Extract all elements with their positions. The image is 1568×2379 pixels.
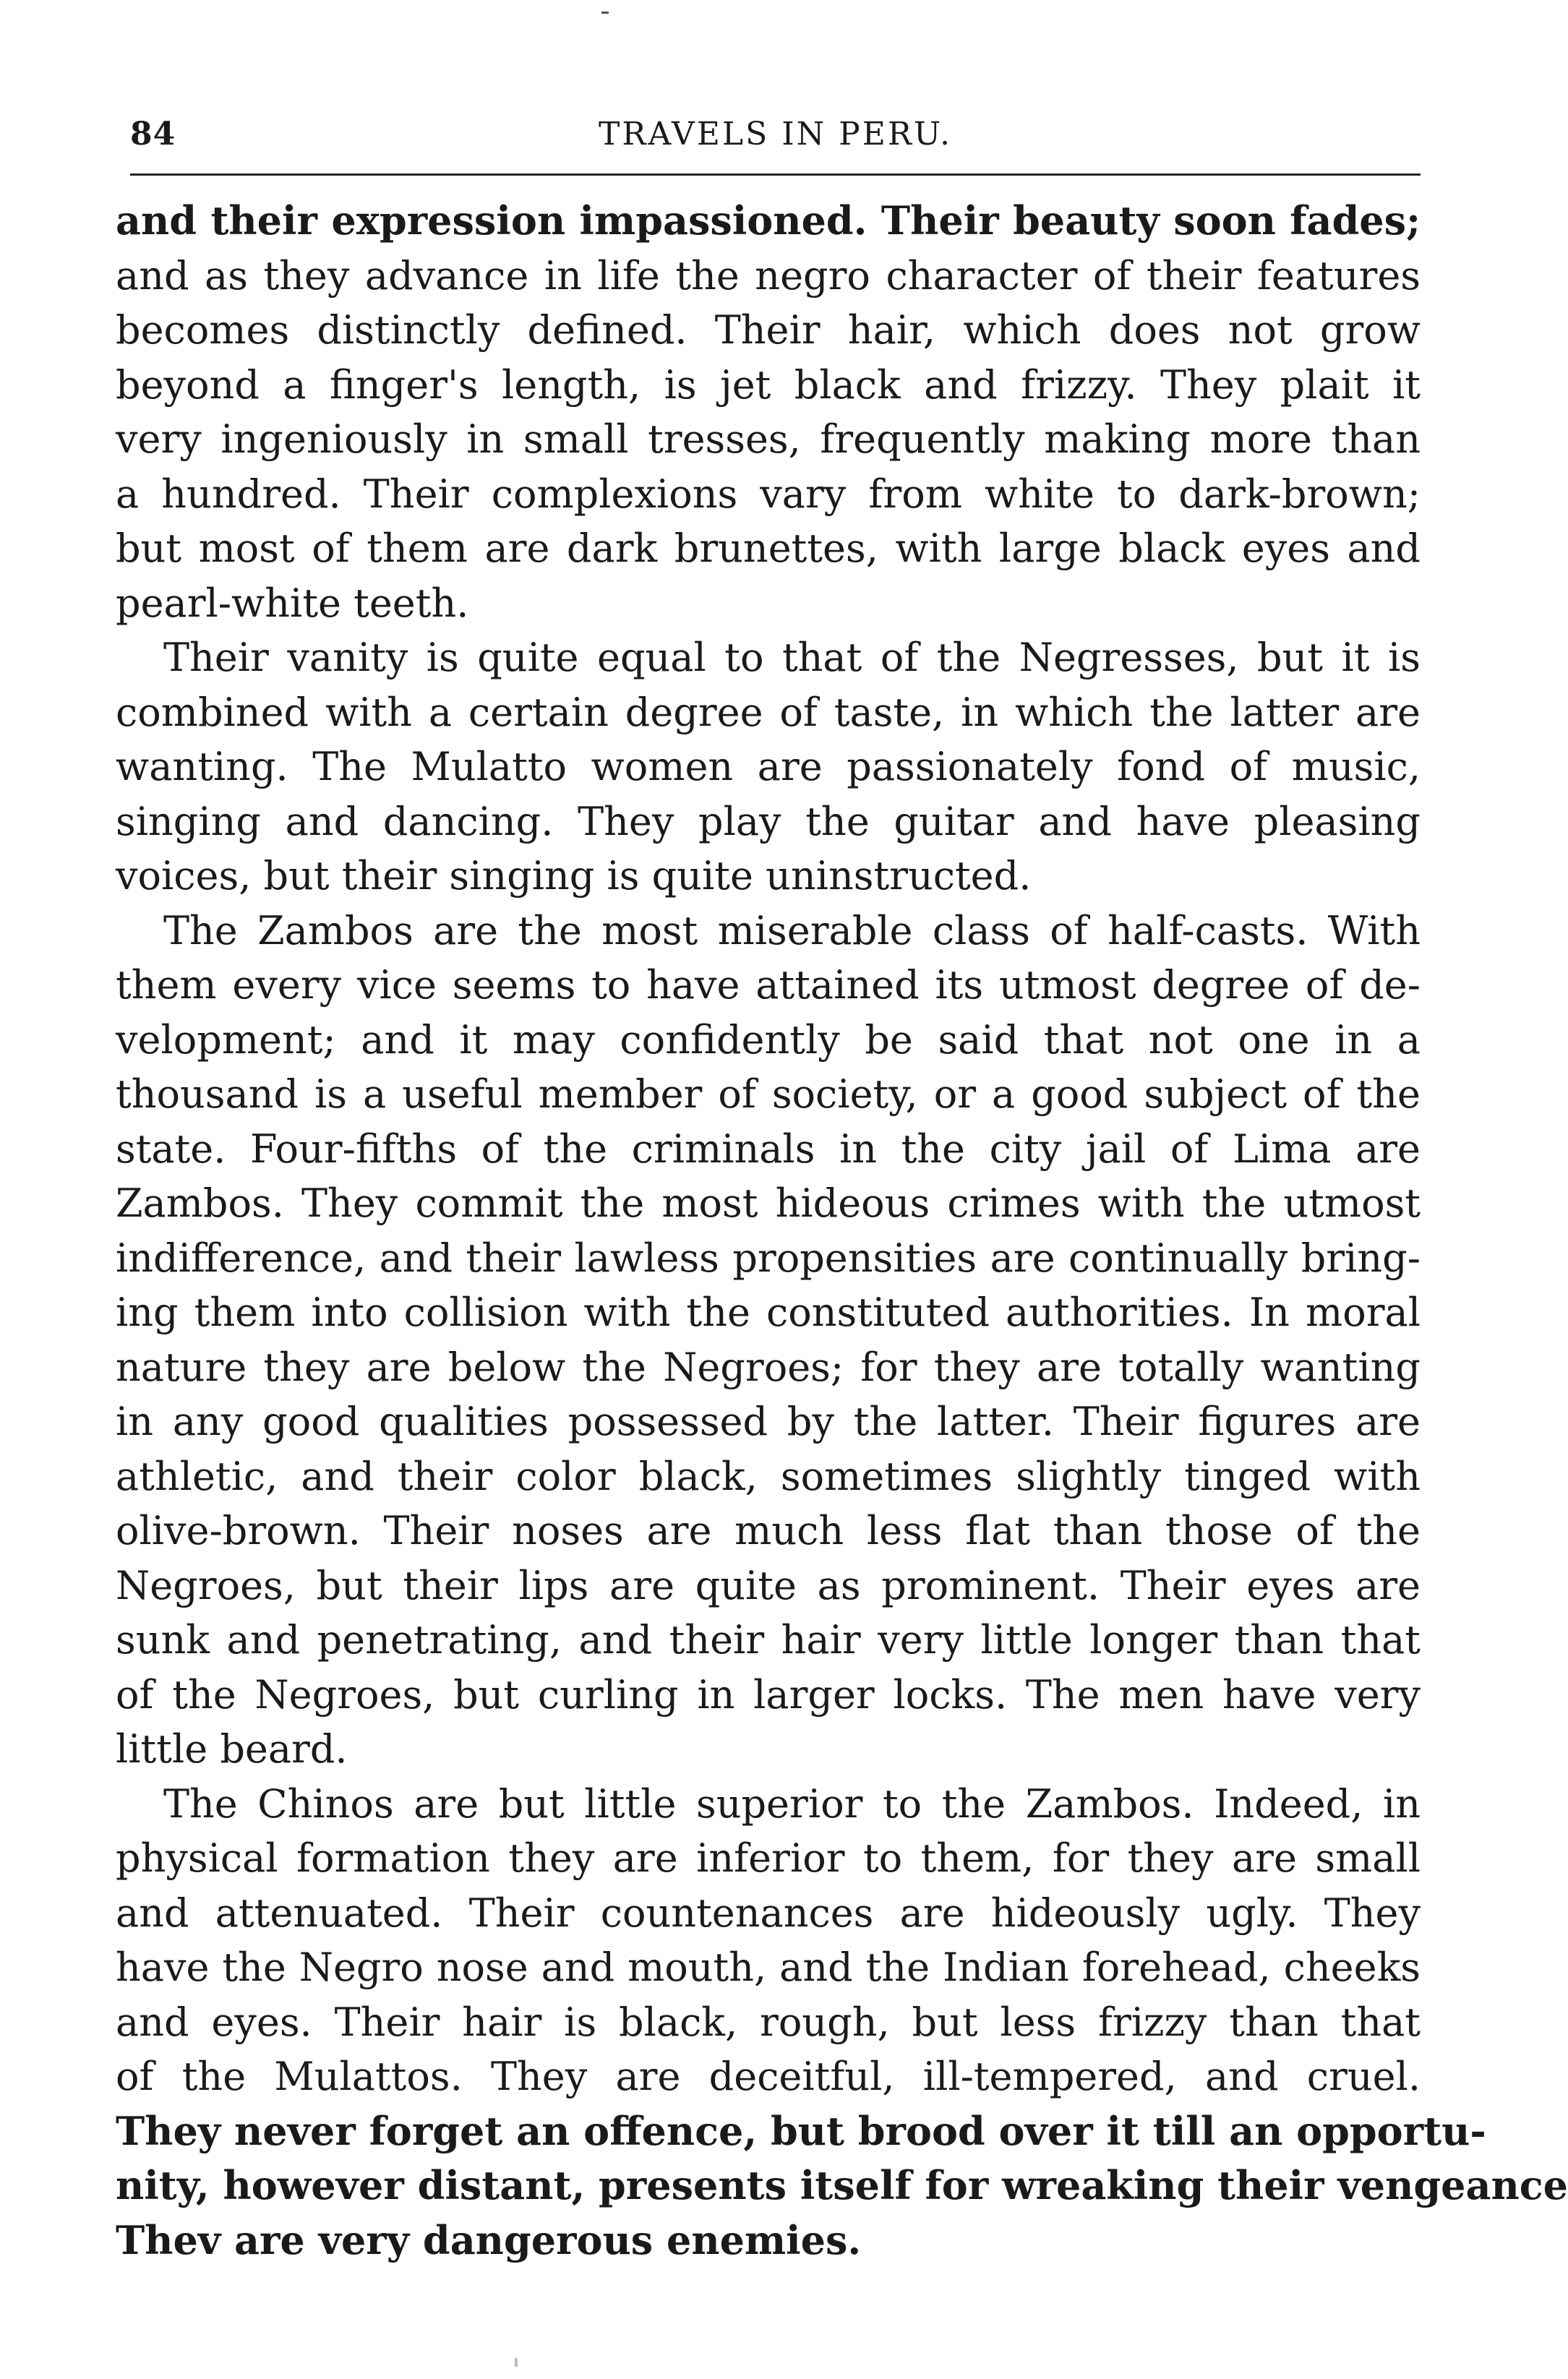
text-line: athletic, and their color black, sometimes slightly tinged with bbox=[116, 1453, 1421, 1499]
text-line: Negroes, but their lips are quite as prominent. Their eyes are bbox=[116, 1562, 1421, 1608]
text-line: very ingeniously in small tresses, frequently making more than bbox=[116, 416, 1421, 462]
text-line: becomes distinctly defined. Their hair, which does not grow bbox=[116, 307, 1421, 353]
body-text bbox=[116, 194, 1568, 2268]
text-line: voices, but their singing is quite uninstructed. bbox=[116, 853, 1032, 899]
scan-mark bbox=[515, 2358, 518, 2367]
text-line: indifference, and their lawless propensities are continually bring- bbox=[116, 1235, 1421, 1281]
text-line: beyond a finger's length, is jet black and frizzy. They plait it bbox=[116, 361, 1421, 408]
running-title: TRAVELS IN PERU. bbox=[598, 116, 953, 153]
text-line: Their vanity is quite equal to that of the Negresses, but it is bbox=[163, 635, 1421, 680]
text-line: olive-brown. Their noses are much less flat than those of the bbox=[116, 1508, 1421, 1553]
text-line: in any good qualities possessed by the latter. Their figures are bbox=[116, 1399, 1421, 1444]
text-line: and eyes. Their hair is black, rough, but less frizzy than that bbox=[116, 1999, 1421, 2045]
text-line: wanting. The Mulatto women are passionately fond of music, bbox=[116, 744, 1421, 789]
text-line: velopment; and it may confidently be said that not one in a bbox=[116, 1016, 1421, 1063]
text-line: sunk and penetrating, and their hair very little longer than that bbox=[116, 1617, 1421, 1663]
header-rule bbox=[130, 173, 1421, 176]
text-line: of the Negroes, but curling in larger locks. The men have very bbox=[116, 1671, 1421, 1718]
page-number: 84 bbox=[130, 116, 176, 153]
text-line: ing them into collision with the constituted authorities. In moral bbox=[116, 1290, 1421, 1335]
text-line: them every vice seems to have attained its utmost degree of de- bbox=[116, 962, 1421, 1008]
text-line: singing and dancing. They play the guitar and have pleasing bbox=[116, 798, 1421, 844]
text-line: but most of them are dark brunettes, with large black eyes and bbox=[116, 526, 1421, 571]
text-line: thousand is a useful member of society, or a good subject of the bbox=[116, 1071, 1421, 1117]
text-line: The Chinos are but little superior to the Zambos. Indeed, in bbox=[163, 1780, 1421, 1827]
text-line: little beard. bbox=[116, 1726, 348, 1772]
text-line: The Zambos are the most miserable class of half-casts. With bbox=[163, 907, 1421, 953]
text-line: and as they advance in life the negro character of their features bbox=[116, 252, 1421, 299]
text-line: nity, however distant, presents itself for wreaking their vengeance bbox=[116, 2162, 1568, 2208]
text-line: combined with a certain degree of taste, in which the latter are bbox=[116, 689, 1421, 735]
text-line: pearl-white teeth. bbox=[116, 580, 469, 626]
scan-mark bbox=[601, 12, 609, 14]
text-line: Thev are very dangerous enemies. bbox=[116, 2216, 862, 2263]
text-line: and their expression impassioned. Their beauty soon fades; bbox=[116, 197, 1421, 244]
text-line: nature they are below the Negroes; for they are totally wanting bbox=[116, 1344, 1421, 1390]
text-line: They never forget an offence, but brood over it till an opportu- bbox=[116, 2107, 1486, 2154]
text-line: of the Mulattos. They are deceitful, ill-tempered, and cruel. bbox=[116, 2054, 1421, 2099]
text-line: a hundred. Their complexions vary from white to dark-brown; bbox=[116, 471, 1421, 517]
running-head bbox=[130, 116, 1421, 159]
text-line: physical formation they are inferior to them, for they are small bbox=[116, 1835, 1421, 1881]
text-line: and attenuated. Their countenances are hideously ugly. They bbox=[116, 1890, 1421, 1936]
text-line: Zambos. They commit the most hideous crimes with the utmost bbox=[116, 1180, 1421, 1226]
text-line: state. Four-fifths of the criminals in the city jail of Lima are bbox=[116, 1126, 1421, 1172]
text-line: have the Negro nose and mouth, and the Indian forehead, cheeks bbox=[116, 1945, 1421, 1990]
